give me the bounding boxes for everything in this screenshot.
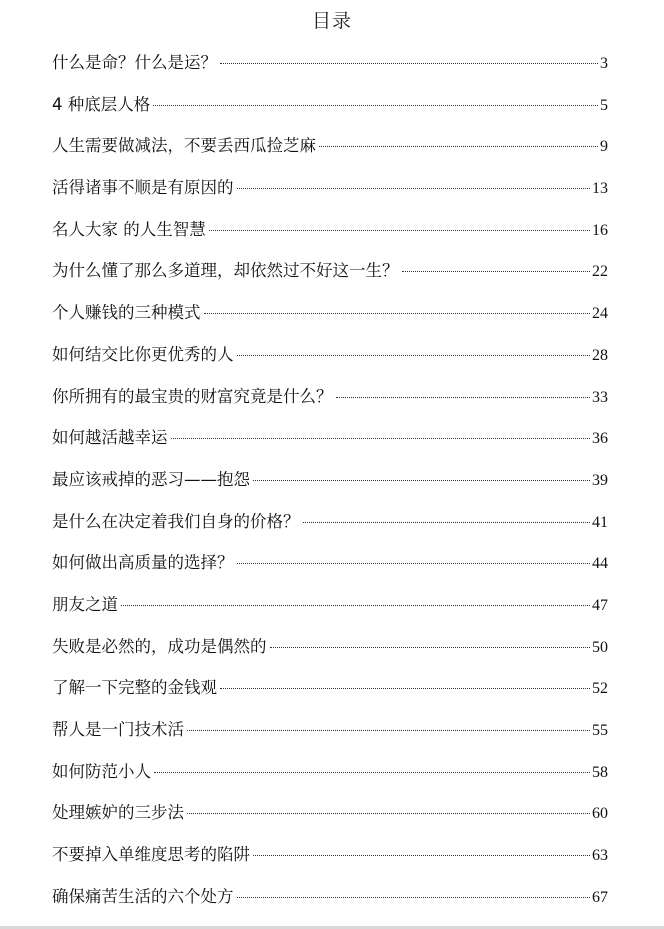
toc-entry-title: 最应该戒掉的恶习——抱怨: [52, 469, 250, 489]
table-of-contents: [52, 50, 608, 925]
toc-page-number: 16: [592, 221, 608, 239]
toc-entry-title: 为什么懂了那么多道理，却依然过不好这一生？: [52, 261, 399, 281]
dot-leader: [121, 605, 590, 606]
toc-entry-title: 什么是命？什么是运？: [52, 53, 217, 72]
dot-leader: [253, 855, 590, 856]
toc-entry[interactable]: [52, 300, 608, 342]
toc-entry-title: 处理嫉妒的三步法: [52, 803, 184, 823]
toc-entry-title: 不要掉入单维度思考的陷阱: [52, 845, 250, 865]
dot-leader: [220, 63, 598, 64]
toc-entry[interactable]: [52, 842, 608, 884]
dot-leader: [237, 897, 591, 898]
toc-page-number: 44: [592, 555, 608, 573]
toc-entry-title: 失败是必然的，成功是偶然的: [52, 636, 267, 656]
dot-leader: [253, 480, 590, 481]
toc-page-number: 41: [592, 513, 608, 531]
toc-entry[interactable]: [52, 675, 608, 717]
toc-entry-title: 人生需要做减法，不要丢西瓜捡芝麻: [52, 136, 316, 156]
dot-leader: [270, 647, 591, 648]
toc-page-number: 36: [592, 430, 608, 448]
toc-entry-title: 如何做出高质量的选择？: [52, 553, 234, 573]
toc-page-number: 67: [592, 888, 608, 906]
toc-page-number: 13: [592, 180, 608, 198]
dot-leader: [187, 730, 590, 731]
toc-page-number: 47: [592, 596, 608, 614]
toc-entry[interactable]: [52, 384, 608, 426]
dot-leader: [319, 146, 598, 147]
toc-entry[interactable]: [52, 217, 608, 259]
dot-leader: [336, 397, 591, 398]
toc-page-number: 24: [592, 305, 608, 323]
toc-entry[interactable]: [52, 800, 608, 842]
toc-page-number: 33: [592, 388, 608, 406]
toc-page-number: 58: [592, 763, 608, 781]
toc-page-number: 50: [592, 638, 608, 656]
dot-leader: [237, 188, 591, 189]
dot-leader: [402, 271, 591, 272]
toc-entry-title: 你所拥有的最宝贵的财富究竟是什么？: [52, 386, 333, 406]
toc-page-number: 3: [600, 55, 608, 72]
toc-entry[interactable]: [52, 717, 608, 759]
toc-entry[interactable]: [52, 592, 608, 634]
toc-entry-title: 了解一下完整的金钱观: [52, 678, 217, 698]
toc-entry[interactable]: [52, 550, 608, 592]
toc-page-number: 55: [592, 722, 608, 739]
toc-entry[interactable]: [52, 467, 608, 509]
toc-entry[interactable]: [52, 759, 608, 801]
toc-entry[interactable]: [52, 50, 608, 92]
toc-entry-title: 是什么在决定着我们自身的价格？: [52, 511, 300, 531]
toc-page-number: 52: [592, 680, 608, 698]
toc-entry-title: 确保痛苦生活的六个处方: [52, 886, 234, 906]
toc-entry[interactable]: [52, 634, 608, 676]
toc-page-number: 60: [592, 805, 608, 823]
toc-entry-title: 朋友之道: [52, 594, 118, 614]
dot-leader: [204, 313, 591, 314]
dot-leader: [171, 438, 591, 439]
toc-page-number: 5: [600, 96, 608, 114]
toc-entry[interactable]: [52, 509, 608, 551]
toc-entry-title: 帮人是一门技术活: [52, 720, 184, 739]
toc-entry-title: 个人赚钱的三种模式: [52, 303, 201, 323]
dot-leader: [237, 563, 591, 564]
toc-entry[interactable]: [52, 884, 608, 926]
toc-page-number: 9: [600, 138, 608, 156]
dot-leader: [153, 105, 598, 106]
dot-leader: [220, 688, 590, 689]
dot-leader: [209, 230, 590, 231]
toc-entry[interactable]: [52, 92, 608, 134]
toc-entry[interactable]: [52, 342, 608, 384]
toc-page-number: 28: [592, 346, 608, 364]
page-title: 目录: [311, 10, 352, 32]
toc-entry-title: 如何防范小人: [52, 761, 151, 781]
dot-leader: [154, 772, 590, 773]
toc-entry-title: 如何越活越幸运: [52, 428, 168, 448]
toc-entry-title: 名人大家 的人生智慧: [52, 219, 206, 239]
toc-page-number: 39: [592, 471, 608, 489]
toc-entry-title: 如何结交比你更优秀的人: [52, 344, 234, 364]
toc-entry[interactable]: [52, 133, 608, 175]
dot-leader: [187, 813, 590, 814]
toc-page-number: 63: [592, 847, 608, 865]
toc-page-number: 22: [592, 263, 608, 281]
toc-entry[interactable]: [52, 425, 608, 467]
dot-leader: [237, 355, 591, 356]
toc-entry-title: 活得诸事不顺是有原因的: [52, 178, 234, 198]
toc-entry[interactable]: [52, 258, 608, 300]
dot-leader: [303, 522, 591, 523]
toc-entry[interactable]: [52, 175, 608, 217]
toc-entry-title: 4 种底层人格: [52, 94, 151, 114]
